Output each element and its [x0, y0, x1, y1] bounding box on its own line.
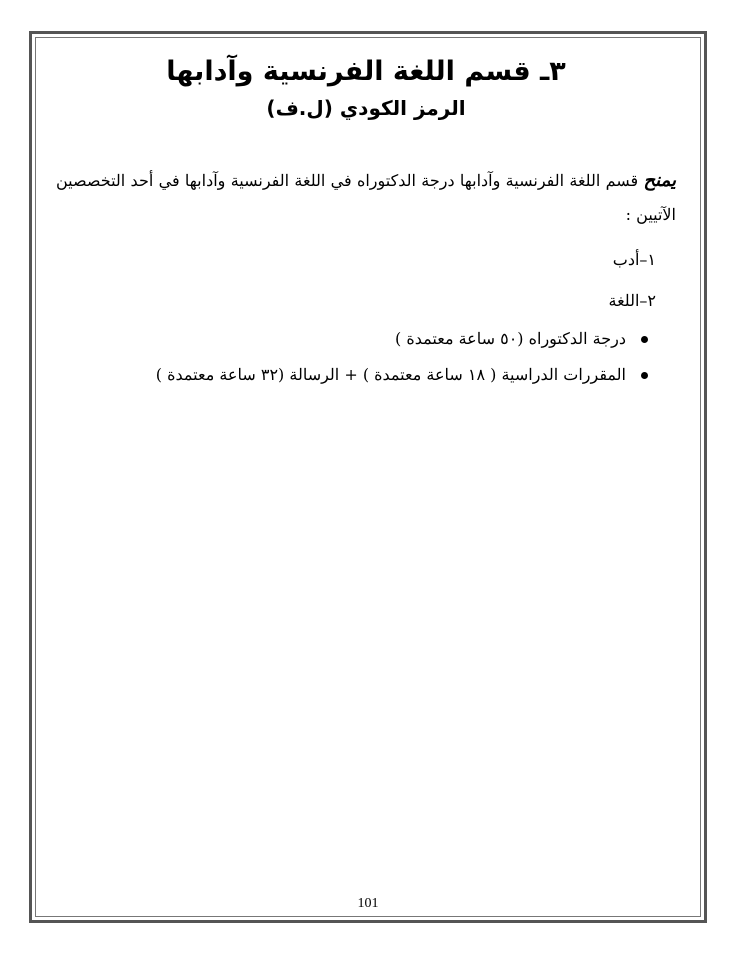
page-frame — [29, 31, 707, 923]
bullet-text: درجة الدكتوراه (٥٠ ساعة معتمدة ) — [395, 329, 626, 348]
department-code: الرمز الكودي (ل.ف) — [266, 96, 466, 120]
bullet-text: المقررات الدراسية ( ١٨ ساعة معتمدة ) + الرسالة (٣٢ ساعة معتمدة ) — [155, 365, 626, 384]
bullet-item — [56, 326, 626, 352]
specialization-item: ٢–اللغة — [608, 291, 656, 310]
lead-word: يمنح — [643, 170, 676, 191]
specialization-item: ١–أدب — [612, 250, 656, 269]
bullet-dot-icon — [641, 336, 648, 343]
specializations-list — [56, 248, 676, 313]
bullet-dot-icon — [641, 372, 648, 379]
department-title: ٣ـ قسم اللغة الفرنسية وآدابها — [166, 56, 566, 87]
page-number: 101 — [357, 896, 379, 911]
description-text: قسم اللغة الفرنسية وآدابها درجة الدكتوراه في اللغة الفرنسية وآدابها في أحد التخصصين الآتيين : — [56, 171, 676, 224]
description-paragraph — [56, 164, 676, 232]
page-content — [56, 52, 676, 398]
credit-hours-list — [56, 326, 676, 388]
bullet-item — [56, 362, 626, 388]
